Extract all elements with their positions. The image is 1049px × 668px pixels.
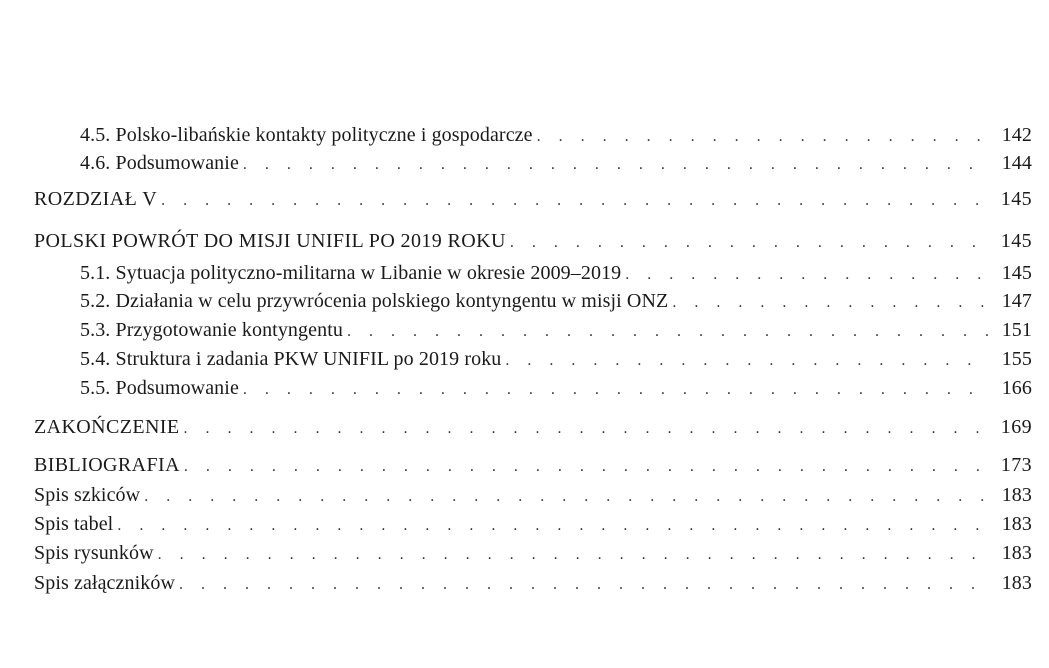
toc-entry-page: 183	[1001, 542, 1032, 564]
toc-entry-title: 5.1. Sytuacja polityczno-militarna w Libanie w okresie 2009–2019	[80, 262, 622, 284]
toc-entry-page: 166	[1001, 377, 1032, 399]
toc-entry-5-2	[80, 288, 1032, 314]
toc-entry-bibliography	[34, 452, 1032, 478]
dot-leader	[537, 124, 988, 150]
toc-entry-title: 5.4. Struktura i zadania PKW UNIFIL po 2019 roku	[80, 348, 502, 370]
toc-entry-title: 4.6. Podsumowanie	[80, 152, 239, 174]
toc-entry-title: Spis załączników	[34, 572, 176, 594]
toc-entry-page: 173	[1000, 454, 1032, 476]
toc-entry-title: ZAKOŃCZENIE	[34, 416, 180, 438]
toc-entry-page: 147	[1001, 290, 1032, 312]
toc-entry-title: 5.2. Działania w celu przywrócenia polskiego kontyngentu w misji ONZ	[80, 290, 669, 312]
toc-entry-page: 142	[1001, 124, 1032, 146]
dot-leader	[672, 290, 988, 316]
toc-entry-chapter-v	[34, 186, 1032, 212]
toc-entry-title: 4.5. Polsko-libańskie kontakty polityczne i gospodarcze	[80, 124, 533, 146]
toc-entry-4-5	[80, 122, 1032, 148]
dot-leader	[510, 230, 988, 256]
dot-leader	[243, 377, 988, 403]
dot-leader	[625, 262, 988, 288]
toc-entry-title: ROZDZIAŁ V	[34, 188, 158, 210]
toc-entry-page: 144	[1001, 152, 1032, 174]
toc-entry-5-3	[80, 317, 1032, 343]
toc-entry-appendices	[34, 570, 1032, 596]
toc-entry-page: 183	[1001, 484, 1032, 506]
toc-entry-4-6	[80, 150, 1032, 176]
dot-leader	[505, 348, 988, 374]
toc-entry-5-5	[80, 375, 1032, 401]
dot-leader	[161, 188, 988, 214]
toc-entry-title: BIBLIOGRAFIA	[34, 454, 180, 476]
toc-entry-page: 145	[1000, 230, 1032, 252]
toc-entry-title: Spis szkiców	[34, 484, 141, 506]
toc-entry-page: 183	[1001, 572, 1032, 594]
toc-entry-title: Spis rysunków	[34, 542, 154, 564]
dot-leader	[347, 319, 988, 345]
toc-entry-page: 183	[1001, 513, 1032, 535]
toc-entry-page: 145	[1000, 188, 1032, 210]
dot-leader	[183, 416, 988, 442]
toc-entry-conclusion	[34, 414, 1032, 440]
dot-leader	[144, 484, 988, 510]
toc-entry-chapter-v-title	[34, 228, 1032, 254]
dot-leader	[184, 454, 988, 480]
toc-entry-tables	[34, 511, 1032, 537]
toc-entry-title: 5.3. Przygotowanie kontyngentu	[80, 319, 343, 341]
toc-entry-title: 5.5. Podsumowanie	[80, 377, 239, 399]
toc-entry-title: Spis tabel	[34, 513, 114, 535]
toc-entry-5-1	[80, 260, 1032, 286]
toc-entry-figures	[34, 540, 1032, 566]
toc-entry-page: 169	[1000, 416, 1032, 438]
dot-leader	[158, 542, 988, 568]
toc-entry-page: 151	[1001, 319, 1032, 341]
toc-entry-page: 155	[1001, 348, 1032, 370]
toc-entry-sketches	[34, 482, 1032, 508]
toc-entry-title: POLSKI POWRÓT DO MISJI UNIFIL PO 2019 ROKU	[34, 230, 506, 252]
toc-entry-5-4	[80, 346, 1032, 372]
dot-leader	[179, 572, 988, 598]
dot-leader	[117, 513, 988, 539]
toc-entry-page: 145	[1001, 262, 1032, 284]
dot-leader	[243, 152, 988, 178]
